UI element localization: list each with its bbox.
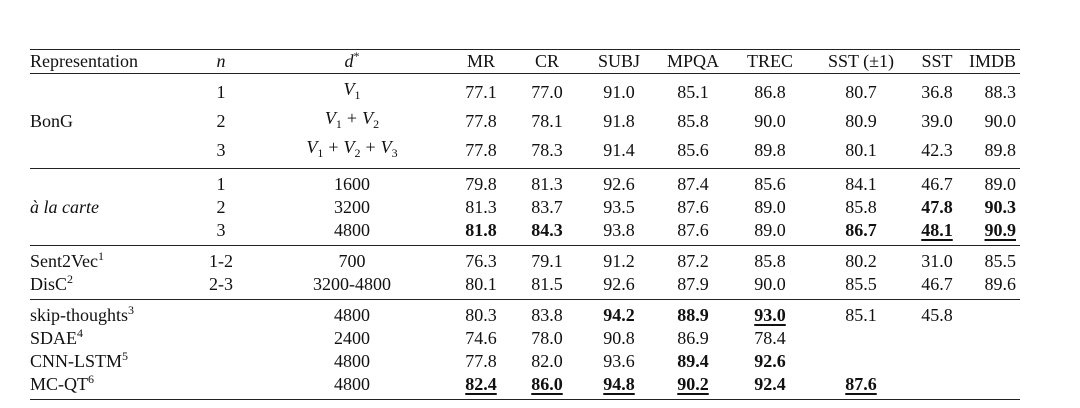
cell-trec bbox=[732, 107, 808, 136]
cell-sst-binary bbox=[808, 219, 914, 246]
header-row bbox=[30, 50, 1020, 74]
cell-subj bbox=[584, 327, 654, 350]
cell-sst bbox=[914, 107, 960, 136]
cell-trec bbox=[732, 196, 808, 219]
row-representation bbox=[30, 246, 190, 274]
footnote-marker: 5 bbox=[122, 349, 129, 363]
row-dimension: 4800 bbox=[334, 374, 370, 394]
cell-subj bbox=[584, 373, 654, 400]
cell-value: 90.0 bbox=[754, 111, 786, 131]
row-representation bbox=[30, 273, 190, 300]
cell-mr bbox=[452, 246, 510, 274]
method-name: Sent2Vec bbox=[30, 251, 98, 271]
plus-operator: + bbox=[328, 137, 339, 157]
cell-mpqa bbox=[654, 136, 732, 169]
cell-value: 91.2 bbox=[603, 251, 635, 271]
table-row bbox=[30, 196, 1020, 219]
cell-value: 90.0 bbox=[754, 274, 786, 294]
cell-imdb bbox=[960, 107, 1020, 136]
cell-imdb bbox=[960, 273, 1020, 300]
group-label: BonG bbox=[30, 111, 74, 131]
group-label: à la carte bbox=[30, 197, 99, 217]
cell-value: 45.8 bbox=[921, 305, 953, 325]
table-row bbox=[30, 136, 1020, 169]
dimension-formula bbox=[343, 79, 361, 102]
cell-imdb bbox=[960, 246, 1020, 274]
cell-value: 80.3 bbox=[465, 305, 497, 325]
cell-value: 74.6 bbox=[465, 328, 497, 348]
cell-imdb bbox=[960, 327, 1020, 350]
row-representation bbox=[30, 196, 190, 219]
cell-sst bbox=[914, 373, 960, 400]
cell-value: 87.6 bbox=[677, 220, 709, 240]
variable-subscript: 1 bbox=[317, 146, 324, 160]
cell-cr bbox=[510, 107, 584, 136]
cell-value: 81.3 bbox=[465, 197, 497, 217]
cell-mr bbox=[452, 373, 510, 400]
row-n: 3 bbox=[216, 140, 226, 160]
cell-mpqa bbox=[654, 107, 732, 136]
row-dimension: 4800 bbox=[334, 220, 370, 240]
cell-imdb bbox=[960, 136, 1020, 169]
header-sst: SST bbox=[914, 50, 960, 74]
cell-value: 85.1 bbox=[845, 305, 877, 325]
cell-subj bbox=[584, 107, 654, 136]
cell-value: 92.6 bbox=[603, 174, 635, 194]
cell-mr bbox=[452, 107, 510, 136]
cell-trec bbox=[732, 74, 808, 108]
cell-subj bbox=[584, 169, 654, 197]
row-n bbox=[190, 300, 252, 328]
cell-value: 46.7 bbox=[921, 274, 953, 294]
variable: V bbox=[324, 108, 336, 128]
cell-imdb bbox=[960, 300, 1020, 328]
cell-cr bbox=[510, 350, 584, 373]
cell-mr bbox=[452, 300, 510, 328]
method-name: MC-QT bbox=[30, 374, 88, 394]
cell-value: 78.1 bbox=[531, 111, 563, 131]
cell-cr bbox=[510, 196, 584, 219]
cell-value: 42.3 bbox=[921, 140, 953, 160]
cell-sst-binary bbox=[808, 300, 914, 328]
cell-cr bbox=[510, 246, 584, 274]
table-row bbox=[30, 300, 1020, 328]
footnote-marker: 4 bbox=[77, 326, 84, 340]
header-representation: Representation bbox=[30, 50, 190, 74]
cell-sst-binary bbox=[808, 136, 914, 169]
variable: V bbox=[306, 137, 318, 157]
cell-mr bbox=[452, 219, 510, 246]
dimension-formula bbox=[306, 137, 398, 160]
cell-value: 91.0 bbox=[603, 82, 635, 102]
cell-value: 85.5 bbox=[984, 251, 1016, 271]
cell-mpqa bbox=[654, 350, 732, 373]
cell-sst bbox=[914, 327, 960, 350]
cell-value: 85.6 bbox=[754, 174, 786, 194]
row-n: 3 bbox=[216, 220, 226, 240]
cell-imdb bbox=[960, 169, 1020, 197]
results-table bbox=[30, 49, 1020, 400]
row-representation bbox=[30, 107, 190, 136]
method-name: SDAE bbox=[30, 328, 78, 348]
row-representation bbox=[30, 327, 190, 350]
cell-imdb bbox=[960, 373, 1020, 400]
cell-sst-binary bbox=[808, 196, 914, 219]
cell-cr bbox=[510, 327, 584, 350]
row-dimension: 2400 bbox=[334, 328, 370, 348]
row-n: 1-2 bbox=[209, 251, 233, 271]
cell-cr bbox=[510, 74, 584, 108]
cell-sst-binary bbox=[808, 169, 914, 197]
cell-value: 85.8 bbox=[754, 251, 786, 271]
cell-mr bbox=[452, 196, 510, 219]
plus-operator: + bbox=[365, 137, 376, 157]
method-name: skip-thoughts bbox=[30, 305, 129, 325]
cell-value: 76.3 bbox=[465, 251, 497, 271]
row-representation bbox=[30, 169, 190, 197]
row-dimension bbox=[252, 107, 452, 136]
cell-subj bbox=[584, 246, 654, 274]
row-representation bbox=[30, 350, 190, 373]
cell-value: 86.7 bbox=[845, 220, 877, 240]
cell-value: 87.6 bbox=[845, 374, 877, 394]
header-mr: MR bbox=[452, 50, 510, 74]
cell-value: 92.6 bbox=[603, 274, 635, 294]
cell-value: 77.0 bbox=[531, 82, 563, 102]
cell-value: 89.4 bbox=[677, 351, 709, 371]
cell-value: 92.4 bbox=[754, 374, 786, 394]
footnote-marker: 1 bbox=[97, 249, 104, 263]
row-representation bbox=[30, 219, 190, 246]
row-dimension: 1600 bbox=[334, 174, 370, 194]
table-row bbox=[30, 273, 1020, 300]
cell-cr bbox=[510, 273, 584, 300]
cell-value: 89.6 bbox=[984, 274, 1016, 294]
cell-value: 93.6 bbox=[603, 351, 635, 371]
cell-value: 92.6 bbox=[754, 351, 786, 371]
cell-subj bbox=[584, 74, 654, 108]
cell-value: 88.9 bbox=[677, 305, 709, 325]
table-row bbox=[30, 350, 1020, 373]
cell-value: 85.1 bbox=[677, 82, 709, 102]
cell-value: 90.0 bbox=[984, 111, 1016, 131]
results-table-container bbox=[30, 49, 1020, 400]
row-n: 2-3 bbox=[209, 274, 233, 294]
cell-sst-binary bbox=[808, 74, 914, 108]
variable-subscript: 3 bbox=[391, 146, 398, 160]
table-row bbox=[30, 107, 1020, 136]
cell-value: 83.8 bbox=[531, 305, 563, 325]
cell-value: 85.5 bbox=[845, 274, 877, 294]
cell-value: 89.0 bbox=[754, 197, 786, 217]
cell-trec bbox=[732, 327, 808, 350]
cell-mpqa bbox=[654, 300, 732, 328]
table-group bbox=[30, 169, 1020, 246]
cell-mpqa bbox=[654, 169, 732, 197]
cell-value: 85.8 bbox=[677, 111, 709, 131]
cell-value: 94.2 bbox=[603, 305, 635, 325]
cell-value: 87.9 bbox=[677, 274, 709, 294]
header-imdb: IMDB bbox=[960, 50, 1020, 74]
cell-value: 77.8 bbox=[465, 351, 497, 371]
cell-value: 77.8 bbox=[465, 140, 497, 160]
cell-trec bbox=[732, 300, 808, 328]
row-dimension: 3200 bbox=[334, 197, 370, 217]
cell-mr bbox=[452, 350, 510, 373]
header-cr: CR bbox=[510, 50, 584, 74]
cell-value: 89.0 bbox=[984, 174, 1016, 194]
cell-value: 80.9 bbox=[845, 111, 877, 131]
header-d bbox=[252, 50, 452, 74]
cell-sst bbox=[914, 74, 960, 108]
cell-sst bbox=[914, 219, 960, 246]
cell-value: 93.8 bbox=[603, 220, 635, 240]
cell-value: 90.8 bbox=[603, 328, 635, 348]
cell-trec bbox=[732, 169, 808, 197]
header-d-star: * bbox=[353, 49, 360, 63]
dimension-formula bbox=[324, 108, 380, 131]
row-representation bbox=[30, 373, 190, 400]
variable: V bbox=[343, 79, 355, 99]
method-name: DisC bbox=[30, 274, 68, 294]
header-subj: SUBJ bbox=[584, 50, 654, 74]
cell-sst-binary bbox=[808, 246, 914, 274]
row-dimension: 700 bbox=[338, 251, 366, 271]
row-dimension bbox=[252, 74, 452, 108]
cell-sst bbox=[914, 196, 960, 219]
cell-value: 77.8 bbox=[465, 111, 497, 131]
cell-value: 84.1 bbox=[845, 174, 877, 194]
cell-trec bbox=[732, 246, 808, 274]
row-n: 2 bbox=[216, 111, 226, 131]
cell-sst-binary bbox=[808, 373, 914, 400]
cell-mr bbox=[452, 327, 510, 350]
cell-mr bbox=[452, 74, 510, 108]
table-row bbox=[30, 327, 1020, 350]
cell-value: 91.8 bbox=[603, 111, 635, 131]
cell-sst bbox=[914, 273, 960, 300]
cell-trec bbox=[732, 350, 808, 373]
cell-mpqa bbox=[654, 196, 732, 219]
cell-mr bbox=[452, 169, 510, 197]
cell-value: 82.0 bbox=[531, 351, 563, 371]
cell-subj bbox=[584, 300, 654, 328]
cell-cr bbox=[510, 373, 584, 400]
cell-value: 80.7 bbox=[845, 82, 877, 102]
cell-sst bbox=[914, 350, 960, 373]
footnote-marker: 2 bbox=[67, 272, 74, 286]
cell-subj bbox=[584, 136, 654, 169]
header-d-symbol: d bbox=[344, 51, 354, 71]
row-dimension: 3200-4800 bbox=[313, 274, 391, 294]
cell-value: 81.5 bbox=[531, 274, 563, 294]
row-dimension: 4800 bbox=[334, 305, 370, 325]
cell-value: 48.1 bbox=[921, 220, 953, 240]
cell-trec bbox=[732, 219, 808, 246]
cell-subj bbox=[584, 196, 654, 219]
cell-sst-binary bbox=[808, 350, 914, 373]
header-n-symbol: n bbox=[216, 51, 226, 71]
row-n: 1 bbox=[216, 174, 226, 194]
table-group bbox=[30, 300, 1020, 400]
row-n: 2 bbox=[216, 197, 226, 217]
variable-subscript: 2 bbox=[354, 146, 361, 160]
cell-trec bbox=[732, 273, 808, 300]
row-representation bbox=[30, 136, 190, 169]
cell-mpqa bbox=[654, 74, 732, 108]
row-representation bbox=[30, 74, 190, 108]
cell-value: 84.3 bbox=[531, 220, 563, 240]
cell-value: 85.6 bbox=[677, 140, 709, 160]
cell-value: 46.7 bbox=[921, 174, 953, 194]
row-representation bbox=[30, 300, 190, 328]
cell-value: 93.0 bbox=[754, 305, 786, 325]
table-row bbox=[30, 74, 1020, 108]
cell-value: 89.8 bbox=[984, 140, 1016, 160]
cell-value: 81.3 bbox=[531, 174, 563, 194]
header-trec: TREC bbox=[732, 50, 808, 74]
footnote-marker: 3 bbox=[128, 303, 135, 317]
cell-sst bbox=[914, 169, 960, 197]
cell-value: 82.4 bbox=[465, 374, 497, 394]
cell-imdb bbox=[960, 196, 1020, 219]
variable-subscript: 1 bbox=[335, 117, 342, 131]
variable-subscript: 1 bbox=[354, 88, 361, 102]
cell-imdb bbox=[960, 350, 1020, 373]
cell-value: 79.8 bbox=[465, 174, 497, 194]
table-group bbox=[30, 246, 1020, 300]
cell-value: 93.5 bbox=[603, 197, 635, 217]
cell-cr bbox=[510, 300, 584, 328]
cell-value: 86.8 bbox=[754, 82, 786, 102]
cell-value: 80.2 bbox=[845, 251, 877, 271]
cell-value: 90.3 bbox=[984, 197, 1016, 217]
cell-value: 77.1 bbox=[465, 82, 497, 102]
row-n bbox=[190, 327, 252, 350]
cell-trec bbox=[732, 373, 808, 400]
cell-value: 31.0 bbox=[921, 251, 953, 271]
row-dimension: 4800 bbox=[334, 351, 370, 371]
cell-sst bbox=[914, 136, 960, 169]
table-row bbox=[30, 169, 1020, 197]
variable: V bbox=[380, 137, 392, 157]
cell-cr bbox=[510, 136, 584, 169]
cell-value: 80.1 bbox=[465, 274, 497, 294]
variable: V bbox=[343, 137, 355, 157]
cell-value: 91.4 bbox=[603, 140, 635, 160]
cell-value: 86.0 bbox=[531, 374, 563, 394]
table-row bbox=[30, 373, 1020, 400]
table-group bbox=[30, 74, 1020, 169]
plus-operator: + bbox=[346, 108, 358, 128]
variable-subscript: 2 bbox=[373, 117, 380, 131]
cell-value: 47.8 bbox=[921, 197, 953, 217]
cell-sst-binary bbox=[808, 107, 914, 136]
cell-value: 85.8 bbox=[845, 197, 877, 217]
header-n bbox=[190, 50, 252, 74]
cell-mpqa bbox=[654, 219, 732, 246]
variable: V bbox=[362, 108, 374, 128]
cell-value: 81.8 bbox=[465, 220, 497, 240]
cell-value: 36.8 bbox=[921, 82, 953, 102]
cell-value: 39.0 bbox=[921, 111, 953, 131]
cell-value: 79.1 bbox=[531, 251, 563, 271]
table-row bbox=[30, 219, 1020, 246]
cell-value: 78.4 bbox=[754, 328, 786, 348]
row-n bbox=[190, 373, 252, 400]
cell-mpqa bbox=[654, 246, 732, 274]
cell-subj bbox=[584, 273, 654, 300]
row-dimension bbox=[252, 136, 452, 169]
cell-value: 78.3 bbox=[531, 140, 563, 160]
cell-mr bbox=[452, 136, 510, 169]
cell-sst bbox=[914, 300, 960, 328]
cell-cr bbox=[510, 219, 584, 246]
cell-value: 89.8 bbox=[754, 140, 786, 160]
row-n: 1 bbox=[216, 82, 226, 102]
cell-value: 83.7 bbox=[531, 197, 563, 217]
cell-mpqa bbox=[654, 273, 732, 300]
cell-sst-binary bbox=[808, 273, 914, 300]
cell-mr bbox=[452, 273, 510, 300]
header-sst-binary: SST (±1) bbox=[808, 50, 914, 74]
table-row bbox=[30, 246, 1020, 274]
cell-mpqa bbox=[654, 327, 732, 350]
cell-value: 80.1 bbox=[845, 140, 877, 160]
method-name: CNN-LSTM bbox=[30, 351, 123, 371]
cell-subj bbox=[584, 350, 654, 373]
cell-subj bbox=[584, 219, 654, 246]
cell-value: 94.8 bbox=[603, 374, 635, 394]
cell-imdb bbox=[960, 219, 1020, 246]
row-n bbox=[190, 350, 252, 373]
cell-sst bbox=[914, 246, 960, 274]
cell-value: 78.0 bbox=[531, 328, 563, 348]
cell-value: 87.2 bbox=[677, 251, 709, 271]
header-mpqa: MPQA bbox=[654, 50, 732, 74]
footnote-marker: 6 bbox=[88, 372, 94, 386]
cell-value: 87.4 bbox=[677, 174, 709, 194]
cell-sst-binary bbox=[808, 327, 914, 350]
cell-value: 89.0 bbox=[754, 220, 786, 240]
cell-mpqa bbox=[654, 373, 732, 400]
cell-value: 90.2 bbox=[677, 374, 709, 394]
cell-value: 88.3 bbox=[984, 82, 1016, 102]
cell-trec bbox=[732, 136, 808, 169]
cell-cr bbox=[510, 169, 584, 197]
cell-value: 86.9 bbox=[677, 328, 709, 348]
cell-value: 90.9 bbox=[984, 220, 1016, 240]
cell-value: 87.6 bbox=[677, 197, 709, 217]
cell-imdb bbox=[960, 74, 1020, 108]
